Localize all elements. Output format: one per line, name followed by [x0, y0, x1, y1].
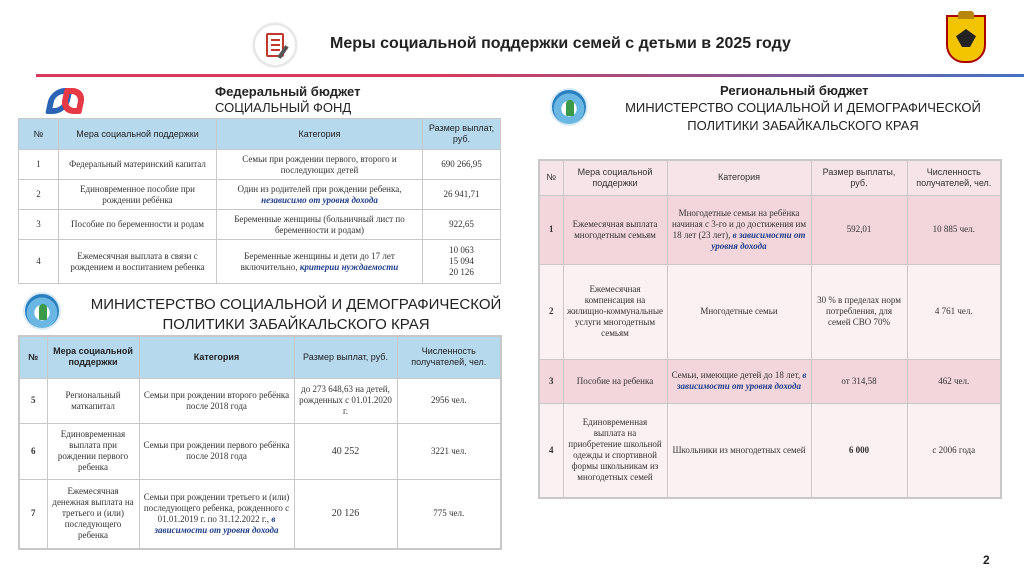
category-cell	[139, 479, 294, 549]
table-row	[19, 210, 501, 240]
column-header: Мера социальной поддержки	[59, 119, 217, 150]
measure-cell: Пособие по беременности и родам	[59, 210, 217, 240]
row-number: 3	[539, 359, 563, 403]
document-pen-icon	[253, 23, 297, 67]
row-number: 3	[19, 210, 59, 240]
table-row	[539, 195, 1001, 264]
measure-cell: Ежемесячная компенсация на жилищно-коммунальные услуги многодетным семьям	[563, 264, 667, 359]
category-emphasis: в зависимости от уровня дохода	[154, 513, 279, 535]
column-header: Мера социальной поддержки	[47, 336, 139, 378]
regional-ministry-subtitle: ПОЛИТИКИ ЗАБАЙКАЛЬСКОГО КРАЯ	[687, 118, 919, 133]
table-row	[19, 240, 501, 284]
measure-cell: Ежемесячная выплата в связи с рождением и воспитанием ребенка	[59, 240, 217, 284]
column-header: Категория	[667, 160, 811, 195]
category-cell	[667, 195, 811, 264]
amount-cell: 922,65	[423, 210, 501, 240]
ministry-logo-icon	[23, 292, 61, 330]
category-emphasis: независимо от уровня дохода	[261, 194, 378, 205]
category-text: Беременные женщины и дети до 17 лет включительно,	[240, 250, 395, 272]
table-row	[19, 378, 501, 423]
ministry-logo-icon	[550, 88, 588, 126]
table-header-row	[19, 336, 501, 378]
category-cell	[217, 180, 423, 210]
row-number: 4	[19, 240, 59, 284]
column-header: №	[539, 160, 563, 195]
measure-cell: Региональный маткапитал	[47, 378, 139, 423]
regional-budget-title: Региональный бюджет	[720, 83, 869, 98]
left-ministry-title: МИНИСТЕРСТВО СОЦИАЛЬНОЙ И ДЕМОГРАФИЧЕСКОЙ	[90, 296, 502, 313]
category-cell	[217, 210, 423, 240]
column-header: Размер выплаты, руб.	[811, 160, 907, 195]
category-cell	[667, 359, 811, 403]
page-number: 2	[983, 553, 990, 567]
category-cell	[139, 378, 294, 423]
recipients-cell: 10 885 чел.	[907, 195, 1001, 264]
category-cell	[217, 150, 423, 180]
recipients-cell: 3221 чел.	[397, 423, 501, 479]
table-row	[539, 403, 1001, 498]
amount-cell: 6 000	[811, 403, 907, 498]
row-number: 2	[539, 264, 563, 359]
column-header: Численность получателей, чел.	[397, 336, 501, 378]
category-emphasis: в зависимости от уровня дохода	[677, 370, 807, 391]
federal-table	[18, 118, 501, 284]
category-emphasis: критерии нуждаемости	[299, 261, 399, 272]
category-text: Семьи при рождении третьего и (или) последующего ребенка, рожденного с 01.01.2019 г. по 31.12.2022 г.,	[143, 491, 290, 524]
table-row	[19, 479, 501, 549]
recipients-cell: с 2006 года	[907, 403, 1001, 498]
amount-cell: 690 266,95	[423, 150, 501, 180]
column-header: Размер выплат, руб.	[294, 336, 397, 378]
amount-cell: 592,01	[811, 195, 907, 264]
slide-header	[0, 0, 1024, 74]
row-number: 6	[19, 423, 47, 479]
social-fund-logo-icon	[44, 82, 88, 120]
column-header: №	[19, 119, 59, 150]
amount-cell: 26 941,71	[423, 180, 501, 210]
column-header: Численность получателей, чел.	[907, 160, 1001, 195]
amount-cell	[423, 240, 501, 284]
category-text: Многодетные семьи	[700, 306, 778, 316]
amount-cell: 30 % в пределах норм потребления, для семей СВО 70%	[811, 264, 907, 359]
federal-budget-title: Федеральный бюджет	[215, 84, 361, 99]
category-emphasis: в зависимости от уровня дохода	[711, 229, 806, 251]
category-text: Семьи при рождении второго ребёнка после 2018 года	[143, 389, 290, 411]
category-text: Семьи при рождении первого ребёнка после 2018 года	[143, 440, 290, 461]
recipients-cell: 775 чел.	[397, 479, 501, 549]
amount-cell: от 314,58	[811, 359, 907, 403]
category-text: Семьи при рождении первого, второго и последующих детей	[242, 153, 397, 175]
header-divider	[36, 74, 1024, 77]
amount-line: 10 063	[449, 245, 474, 255]
measure-cell: Единовременная выплата на приобретение школьной одежды и спортивной формы школьникам из многодетных семей	[563, 403, 667, 498]
federal-budget-subtitle: СОЦИАЛЬНЫЙ ФОНД	[215, 100, 352, 115]
column-header: Категория	[217, 119, 423, 150]
row-number: 4	[539, 403, 563, 498]
column-header: Категория	[139, 336, 294, 378]
row-number: 7	[19, 479, 47, 549]
table-row	[19, 180, 501, 210]
category-cell	[217, 240, 423, 284]
regional-table	[538, 159, 1002, 499]
coat-of-arms-icon	[946, 15, 986, 63]
recipients-cell: 4 761 чел.	[907, 264, 1001, 359]
amount-cell: 40 252	[294, 423, 397, 479]
measure-cell: Единовременная выплата при рождении первого ребенка	[47, 423, 139, 479]
category-text: Один из родителей при рождении ребенка,	[237, 183, 402, 194]
row-number: 2	[19, 180, 59, 210]
row-number: 1	[539, 195, 563, 264]
table-row	[539, 359, 1001, 403]
row-number: 1	[19, 150, 59, 180]
table-row	[539, 264, 1001, 359]
category-text: Многодетные семьи на ребёнка начиная с 3-го и до достижения им 18 лет (23 лет),	[671, 207, 807, 240]
measure-cell: Пособие на ребенка	[563, 359, 667, 403]
table-row	[19, 423, 501, 479]
table-header-row	[539, 160, 1001, 195]
table-header-row	[19, 119, 501, 150]
measure-cell: Единовременное пособие при рождении ребёнка	[59, 180, 217, 210]
recipients-cell: 462 чел.	[907, 359, 1001, 403]
slide-title: Меры социальной поддержки семей с детьми в 2025 году	[330, 35, 791, 52]
column-header: Размер выплат, руб.	[423, 119, 501, 150]
amount-cell: до 273 648,63 на детей, рожденных с 01.01.2020 г.	[294, 378, 397, 423]
left-ministry-subtitle: ПОЛИТИКИ ЗАБАЙКАЛЬСКОГО КРАЯ	[162, 316, 430, 333]
table-row	[19, 150, 501, 180]
column-header: Мера социальной поддержки	[563, 160, 667, 195]
category-text: Беременные женщины (больничный лист по беременности и родам)	[234, 213, 405, 235]
recipients-cell: 2956 чел.	[397, 378, 501, 423]
amount-cell: 20 126	[294, 479, 397, 549]
regional-ministry-title: МИНИСТЕРСТВО СОЦИАЛЬНОЙ И ДЕМОГРАФИЧЕСКОЙ	[625, 100, 981, 115]
row-number: 5	[19, 378, 47, 423]
measure-cell: Ежемесячная денежная выплата на третьего и (или) последующего ребенка	[47, 479, 139, 549]
measure-cell: Федеральный материнский капитал	[59, 150, 217, 180]
category-cell	[667, 264, 811, 359]
amount-line: 15 094	[449, 256, 474, 266]
left-ministry-table	[18, 335, 502, 550]
category-text: Семьи, имеющие детей до 18 лет,	[671, 370, 801, 380]
category-text: Школьники из многодетных семей	[672, 444, 806, 455]
category-cell	[139, 423, 294, 479]
amount-line: 20 126	[449, 267, 474, 277]
column-header: №	[19, 336, 47, 378]
measure-cell: Ежемесячная выплата многодетным семьям	[563, 195, 667, 264]
category-cell	[667, 403, 811, 498]
